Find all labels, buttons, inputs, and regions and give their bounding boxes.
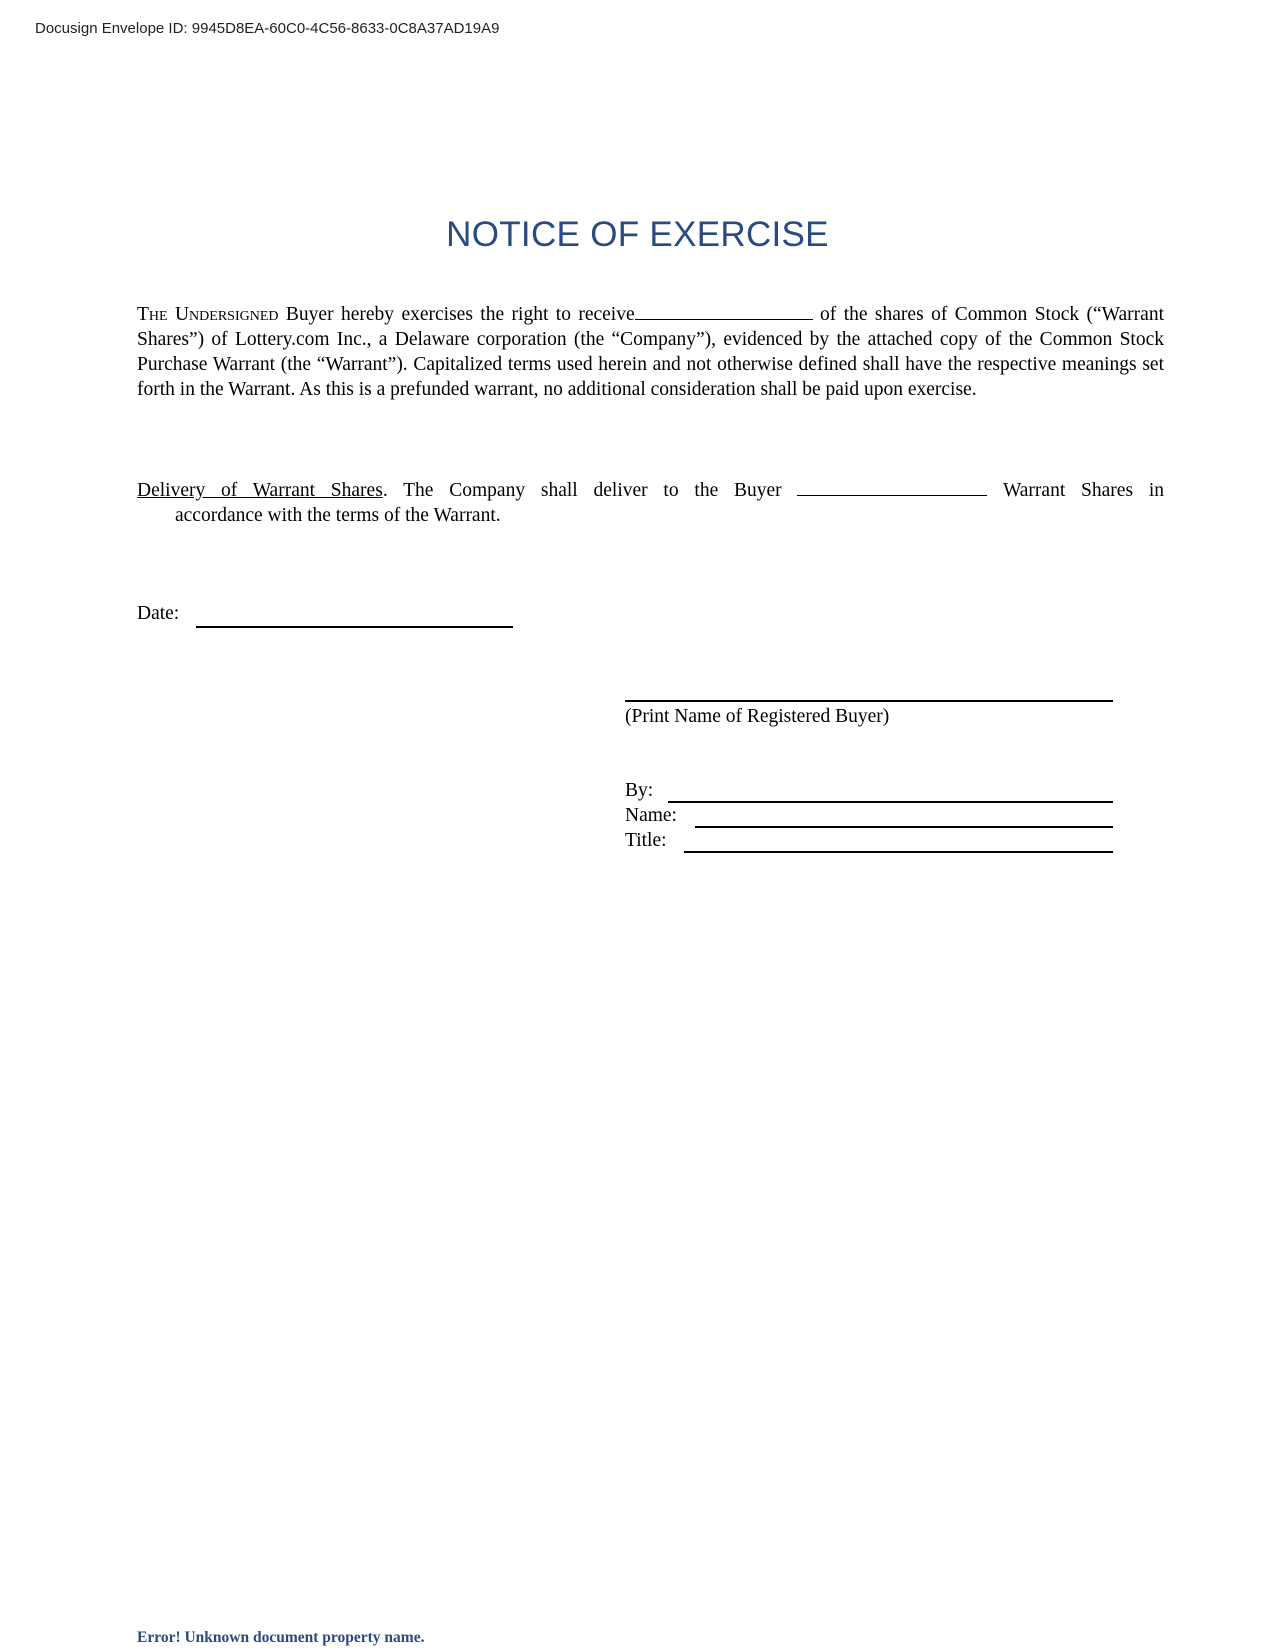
delivery-paragraph bbox=[137, 478, 1164, 528]
by-line[interactable] bbox=[668, 801, 1113, 803]
envelope-id: Docusign Envelope ID: 9945D8EA-60C0-4C56-8633-0C8A37AD19A9 bbox=[35, 20, 500, 37]
title-line[interactable] bbox=[684, 851, 1113, 853]
date-line[interactable] bbox=[196, 626, 513, 628]
delivery-heading: Delivery of Warrant Shares bbox=[137, 480, 383, 501]
print-name-label: (Print Name of Registered Buyer) bbox=[625, 706, 890, 727]
print-name-line[interactable] bbox=[625, 700, 1113, 702]
undersigned-lead: The Undersigned bbox=[137, 304, 279, 325]
name-label: Name: bbox=[625, 805, 677, 826]
exercise-text-b: of the shares of Common Stock (“Warrant Shares”) of Lottery.com Inc., a Delaware corporation (the “Company”), evidenced by the attached copy of the Common Stock Purchase Warrant (the “Warrant”). Capitalized terms used herein and not otherwise defined shall have the respective meanings set forth in the Warrant. As this is a prefunded warrant, no additional consideration shall be paid upon exercise. bbox=[137, 304, 1164, 400]
delivery-continuation: accordance with the terms of the Warrant. bbox=[175, 505, 501, 526]
delivery-text-a: . The Company shall deliver to the Buyer bbox=[382, 480, 782, 501]
delivery-text-b: Warrant Shares in bbox=[1002, 480, 1164, 501]
name-line[interactable] bbox=[695, 826, 1113, 828]
shares-amount-blank[interactable] bbox=[635, 302, 813, 320]
title-label: Title: bbox=[625, 830, 667, 851]
by-label: By: bbox=[625, 780, 654, 801]
delivery-shares-blank[interactable] bbox=[797, 478, 987, 496]
delivery-first-line bbox=[137, 478, 1164, 503]
exercise-paragraph bbox=[137, 302, 1164, 402]
date-label: Date: bbox=[137, 603, 180, 624]
exercise-text-a: Buyer hereby exercises the right to receive bbox=[278, 304, 635, 325]
footer-error-text: Error! Unknown document property name. bbox=[137, 1629, 425, 1646]
document-title: NOTICE OF EXERCISE bbox=[446, 215, 829, 254]
